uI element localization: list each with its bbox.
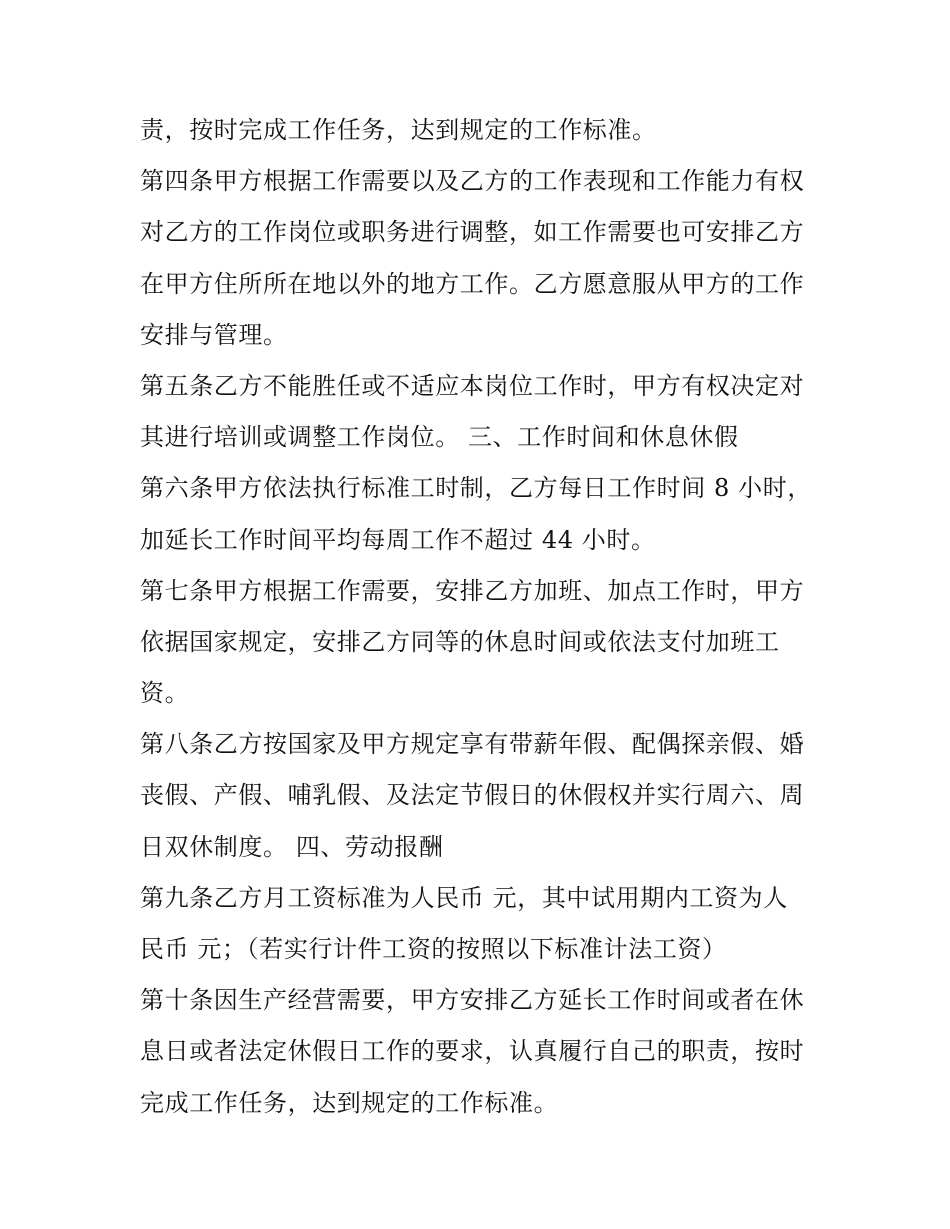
text-line: 资。 [140,679,190,708]
text-line: 完成工作任务，达到规定的工作标准。 [140,1088,559,1117]
text-line: 第七条甲方根据工作需要，安排乙方加班、加点工作时，甲方 [140,576,805,605]
text-line: 其进行培训或调整工作岗位。 三、工作时间和休息休假 [140,423,739,452]
text-line: 在甲方住所所在地以外的地方工作。乙方愿意服从甲方的工作 [140,269,805,298]
text-line: 第九条乙方月工资标准为人民币 元，其中试用期内工资为人 [140,883,788,912]
text-line: 第八条乙方按国家及甲方规定享有带薪年假、配偶探亲假、婚 [140,730,805,759]
text-line: 加延长工作时间平均每周工作不超过 44 小时。 [140,525,656,554]
text-line: 第六条甲方依法执行标准工时制，乙方每日工作时间 8 小时， [140,474,812,503]
contract-text [140,105,830,1129]
text-line: 民币 元；（若实行计件工资的按照以下标准计法工资） [140,935,727,963]
text-line: 责，按时完成工作任务，达到规定的工作标准。 [140,116,657,144]
text-line: 安排与管理。 [140,320,288,349]
text-line: 第五条乙方不能胜任或不适应本岗位工作时，甲方有权决定对 [140,371,805,400]
text-line: 丧假、产假、哺乳假、及法定节假日的休假权并实行周六、周 [140,781,805,810]
text-line: 息日或者法定休假日工作的要求，认真履行自己的职责，按时 [140,1037,805,1066]
text-line: 第十条因生产经营需要，甲方安排乙方延长工作时间或者在休 [140,986,805,1015]
text-line: 第四条甲方根据工作需要以及乙方的工作表现和工作能力有权 [140,167,805,196]
text-line: 依据国家规定，安排乙方同等的休息时间或依法支付加班工 [140,627,780,656]
text-line: 对乙方的工作岗位或职务进行调整，如工作需要也可安排乙方 [140,218,805,247]
text-line: 日双休制度。 四、劳动报酬 [140,832,444,861]
